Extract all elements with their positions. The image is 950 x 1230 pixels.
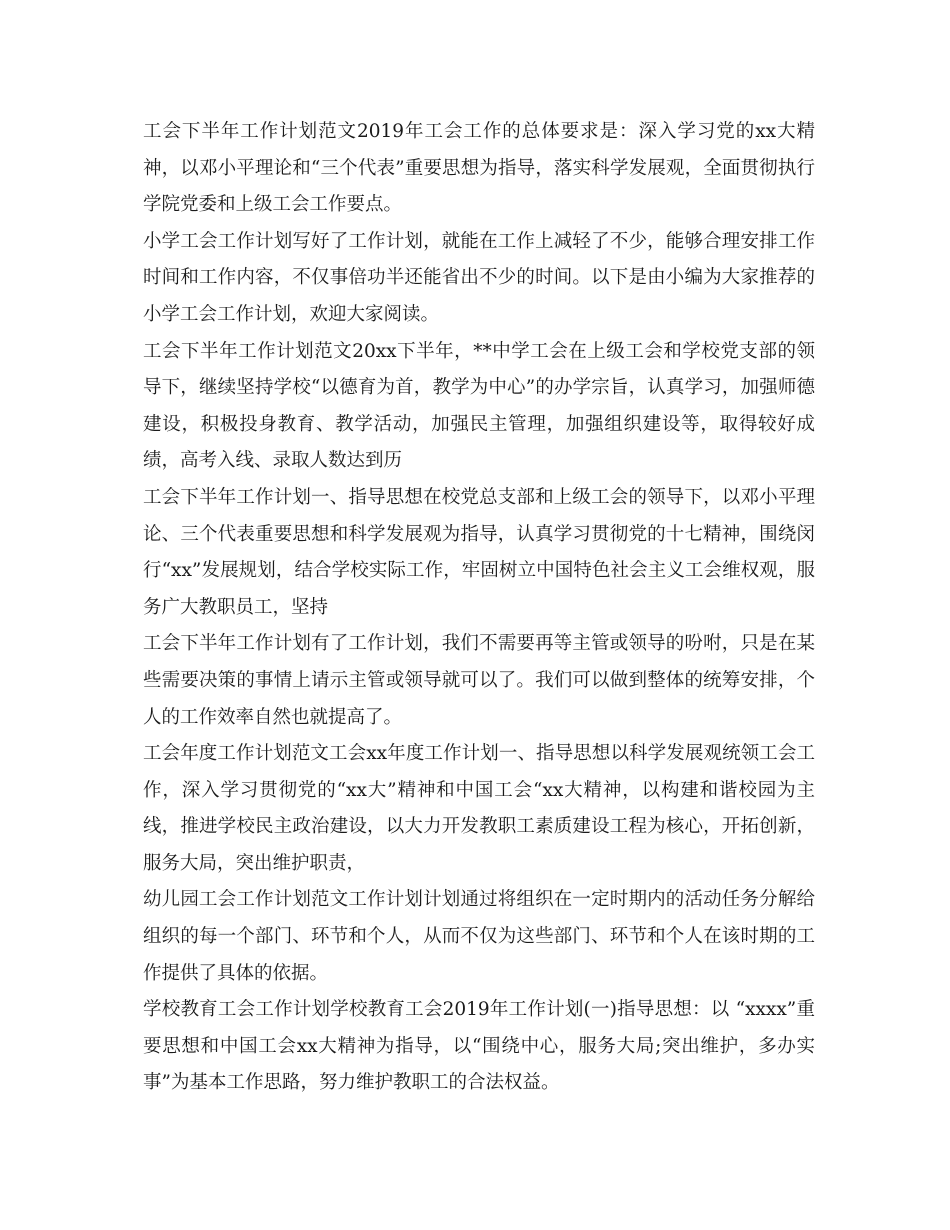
document-body — [143, 114, 815, 1102]
paragraph-3: 工会下半年工作计划范文20xx下半年，**中学工会在上级工会和学校党支部的领导下，继续坚持学校“以德育为首，教学为中心”的办学宗旨，认真学习，加强师德建设，积极投身教育、教学活动，加强民主管理，加强组织建设等，取得较好成绩，高考入线、录取人数达到历 — [143, 340, 815, 472]
paragraph-4: 工会下半年工作计划一、指导思想在校党总支部和上级工会的领导下，以邓小平理论、三个代表重要思想和科学发展观为指导，认真学习贯彻党的十七精神，围绕闵行“xx”发展规划，结合学校实际工作，牢固树立中国特色社会主义工会维权观，服务广大教职员工，坚持 — [143, 486, 815, 618]
paragraph-8: 学校教育工会工作计划学校教育工会2019年工作计划(一)指导思想：以 “xxxx”重要思想和中国工会xx大精神为指导，以“围绕中心，服务大局;突出维护，多办实事”为基本工作思路，努力维护教职工的合法权益。 — [143, 999, 815, 1094]
paragraph-1: 工会下半年工作计划范文2019年工会工作的总体要求是：深入学习党的xx大精神，以邓小平理论和“三个代表”重要思想为指导，落实科学发展观，全面贯彻执行学院党委和上级工会工作要点。 — [143, 121, 815, 216]
paragraph-5: 工会下半年工作计划有了工作计划，我们不需要再等主管或领导的吩咐，只是在某些需要决策的事情上请示主管或领导就可以了。我们可以做到整体的统筹安排，个人的工作效率自然也就提高了。 — [143, 633, 815, 728]
paragraph-7: 幼儿园工会工作计划范文工作计划计划通过将组织在一定时期内的活动任务分解给组织的每一个部门、环节和个人，从而不仅为这些部门、环节和个人在该时期的工作提供了具体的依据。 — [143, 889, 815, 984]
paragraph-6: 工会年度工作计划范文工会xx年度工作计划一、指导思想以科学发展观统领工会工作，深入学习贯彻党的“xx大”精神和中国工会“xx大精神，以构建和谐校园为主线，推进学校民主政治建设，以大力开发教职工素质建设工程为核心，开拓创新，服务大局，突出维护职责， — [143, 743, 815, 874]
paragraph-2: 小学工会工作计划写好了工作计划，就能在工作上减轻了不少，能够合理安排工作时间和工作内容，不仅事倍功半还能省出不少的时间。以下是由小编为大家推荐的小学工会工作计划，欢迎大家阅读。 — [143, 230, 815, 325]
